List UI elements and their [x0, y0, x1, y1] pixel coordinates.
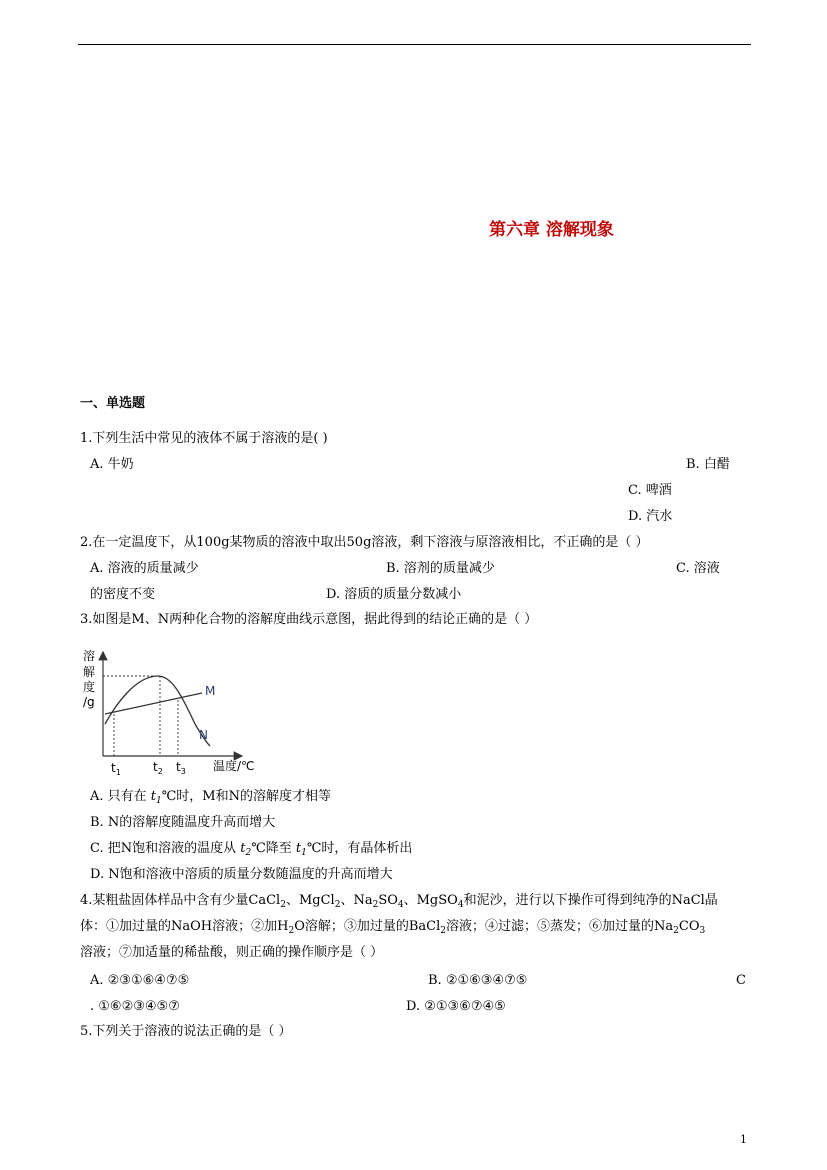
curve-m: [105, 693, 202, 714]
question-4-stem-line-2: 体：①加过量的NaOH溶液；②加$H_2O$溶解；③加过量的BaCl$_2$溶液；④过滤；⑤蒸发；⑥加过量的$Na_2CO_3$: [80, 919, 706, 936]
x-tick-label-t2: $t_2$: [153, 760, 163, 776]
y-axis-label-char-1: 溶: [83, 649, 96, 663]
question-3-option-b: B. N的溶解度随温度升高而增大: [90, 815, 276, 830]
question-2-option-b: B. 溶剂的质量减少: [386, 561, 495, 576]
question-2-option-d: D. 溶质的质量分数减小: [326, 587, 462, 602]
question-3-option-d: D. N饱和溶液中溶质的质量分数随温度的升高而增大: [90, 867, 393, 882]
x-axis-label: 温度/℃: [213, 759, 255, 773]
question-3-option-a: A. 只有在 $t_1℃$时，M和N的溶解度才相等: [90, 789, 331, 806]
question-4-stem-line-3: 溶液；⑦加适量的稀盐酸，则正确的操作顺序是（ ）: [80, 945, 384, 960]
question-4-stem-line-1: 4.某粗盐固体样品中含有少量CaCl$_2$、MgCl$_2$、$Na_2SO_4$、MgSO$_4$和泥沙，进行以下操作可得到纯净的NaCl晶: [80, 893, 718, 910]
question-2-stem: 2.在一定温度下，从100g某物质的溶液中取出50g溶液，剩下溶液与原溶液相比，不正确的是（ ）: [80, 535, 649, 550]
question-4-option-b: B. ②①⑥③④⑦⑤: [428, 973, 528, 988]
x-tick-label-t3: $t_3$: [176, 760, 186, 776]
y-axis-label-char-4: /g: [83, 695, 95, 709]
question-4-option-c: . ①⑥②③④⑤⑦: [90, 999, 180, 1014]
question-2-option-a: A. 溶液的质量减少: [90, 561, 199, 576]
y-axis-label-char-3: 度: [83, 680, 96, 694]
question-1-option-d: D. 汽水: [628, 509, 673, 524]
question-1-option-a: A. 牛奶: [90, 457, 134, 472]
question-1-option-b: B. 白醋: [686, 457, 730, 472]
question-1-option-c: C. 啤酒: [628, 483, 672, 498]
solubility-chart: [80, 644, 270, 778]
question-4-option-c-letter: C: [736, 973, 746, 988]
question-1-stem: 1.下列生活中常见的液体不属于溶液的是( ): [80, 431, 328, 446]
question-2-option-c-continued: 的密度不变: [90, 587, 156, 602]
page-number: 1: [740, 1133, 747, 1146]
x-tick-label-t1: $t_1$: [111, 761, 121, 777]
question-3-option-c: C. 把N饱和溶液的温度从 $t_2℃$降至 $t_1℃$时，有晶体析出: [90, 841, 413, 858]
question-4-option-a: A. ②③①⑥④⑦⑤: [90, 973, 190, 988]
question-2-option-c: C. 溶液: [676, 561, 720, 576]
series-label-m: M: [205, 684, 216, 698]
question-3-stem: 3.如图是M、N两种化合物的溶解度曲线示意图，据此得到的结论正确的是（ ）: [80, 612, 538, 627]
question-5-stem: 5.下列关于溶液的说法正确的是（ ）: [80, 1024, 292, 1039]
header-rule: [78, 44, 751, 45]
page-title: 第六章 溶解现象: [489, 220, 614, 240]
section-heading: 一、单选题: [80, 396, 146, 411]
series-label-n: N: [199, 728, 208, 742]
y-axis-label-char-2: 解: [83, 665, 96, 679]
question-4-option-d: D. ②①③⑥⑦④⑤: [406, 999, 506, 1014]
